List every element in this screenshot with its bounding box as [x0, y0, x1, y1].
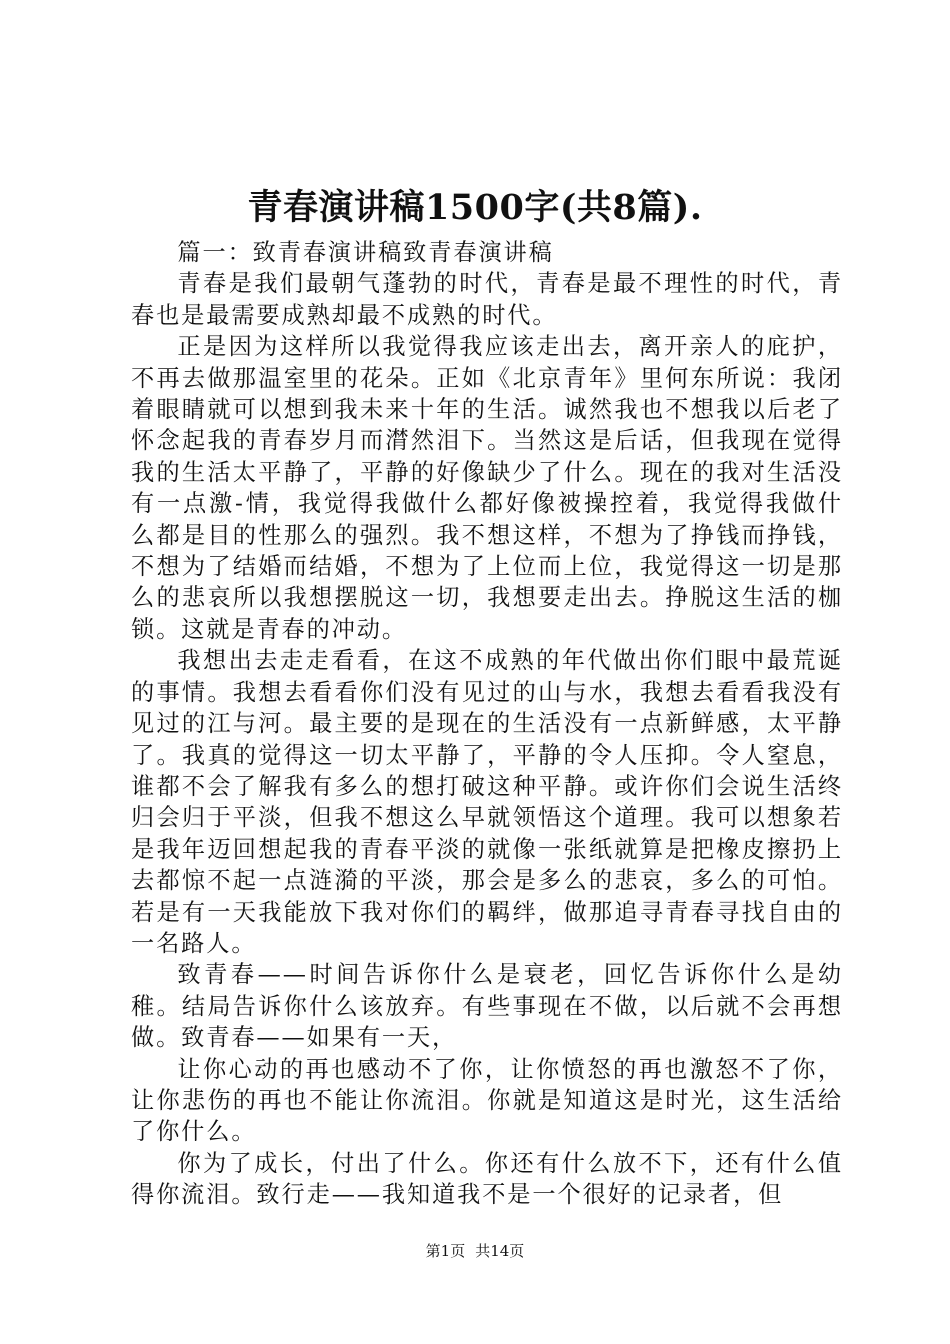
paragraph: 我想出去走走看看，在这不成熟的年代做出你们眼中最荒诞的事情。我想去看看你们没有见过的山与水，我想去看看我没有见过的江与河。最主要的是现在的生活没有一点新鲜感，太平静了。我真的觉得这一切太平静了，平静的令人压抑。令人窒息，谁都不会了解我有多么的想打破这种平静。或许你们会说生活终归会归于平淡，但我不想这么早就领悟这个道理。我可以想象若是我年迈回想起我的青春平淡的就像一张纸就算是把橡皮擦扔上去都惊不起一点涟漪的平淡，那会是多么的悲哀，多么的可怕。若是有一天我能放下我对你们的羁绊，做那追寻青春寻找自由的一名路人。 — [131, 647, 843, 957]
paragraph: 让你心动的再也感动不了你，让你愤怒的再也激怒不了你，让你悲伤的再也不能让你流泪。你就是知道这是时光，这生活给了你什么。 — [131, 1055, 843, 1146]
paragraph: 致青春——时间告诉你什么是衰老，回忆告诉你什么是幼稚。结局告诉你什么该放弃。有些事现在不做，以后就不会再想做。致青春——如果有一天， — [131, 961, 843, 1052]
paragraph: 青春是我们最朝气蓬勃的时代，青春是最不理性的时代，青春也是最需要成熟却最不成熟的时代。 — [131, 270, 843, 329]
paragraph: 你为了成长，付出了什么。你还有什么放不下，还有什么值得你流泪。致行走——我知道我不是一个很好的记录者，但 — [131, 1149, 843, 1209]
document-body — [131, 237, 843, 1211]
document-title: 青春演讲稿1500字(共8篇). — [247, 187, 703, 228]
paragraph-section-heading: 篇一：致青春演讲稿致青春演讲稿 — [177, 239, 554, 266]
page-number: 第1页 — [425, 1242, 466, 1260]
page-total: 共14页 — [475, 1242, 525, 1260]
paragraph: 正是因为这样所以我觉得我应该走出去，离开亲人的庇护，不再去做那温室里的花朵。正如《北京青年》里何东所说：我闭着眼睛就可以想到我未来十年的生活。诚然我也不想我以后老了怀念起我的青春岁月而潸然泪下。当然这是后话，但我现在觉得我的生活太平静了，平静的好像缺少了什么。现在的我对生活没有一点激-情，我觉得我做什么都好像被操控着，我觉得我做什么都是目的性那么的强烈。我不想这样，不想为了挣钱而挣钱，不想为了结婚而结婚，不想为了上位而上位，我觉得这一切是那么的悲哀所以我想摆脱这一切，我想要走出去。挣脱这生活的枷锁。这就是青春的冲动。 — [131, 333, 843, 643]
page-footer — [0, 1241, 950, 1261]
